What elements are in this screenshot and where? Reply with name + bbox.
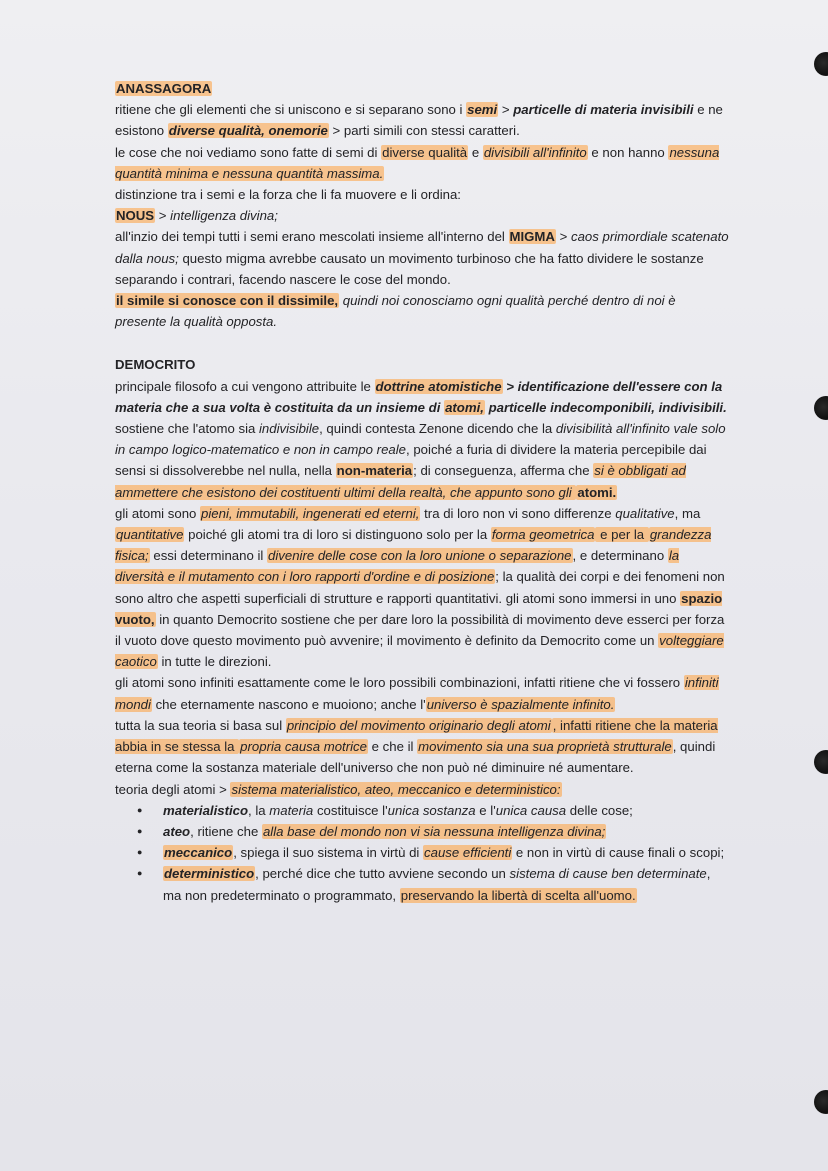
binder-hole [814, 1090, 828, 1114]
democrito-paragraph-1: principale filosofo a cui vengono attribuite le dottrine atomistiche > identificazione dell'essere con la materia che a sua volta è costituita da un insieme di atomi, particelle indecomponibili, indivisibili. [115, 378, 727, 415]
list-item: ● meccanico, spiega il suo sistema in virtù di cause efficienti e non in virtù di cause finali o scopi; [163, 842, 730, 863]
anassagora-paragraph-6: il simile si conosce con il dissimile, quindi noi conosciamo ogni qualità perché dentro di noi è presente la qualità opposta. [115, 293, 676, 330]
bullet-list [115, 800, 730, 906]
section-title-democrito: DEMOCRITO [115, 357, 196, 373]
anassagora-paragraph-1: ritiene che gli elementi che si uniscono e si separano sono i semi > particelle di materia invisibili e ne esistono diverse qualità, onemorie > parti simili con stessi caratteri. [115, 102, 723, 139]
list-item: ● materialistico, la materia costituisce l'unica sostanza e l'unica causa delle cose; [163, 800, 730, 821]
list-item: ● ateo, ritiene che alla base del mondo non vi sia nessuna intelligenza divina; [163, 821, 730, 842]
anassagora-paragraph-2: le cose che noi vediamo sono fatte di semi di diverse qualità e divisibili all'infinito e non hanno nessuna quantità minima e nessuna quantità massima. [115, 144, 720, 181]
anassagora-paragraph-5: all'inzio dei tempi tutti i semi erano mescolati insieme all'interno del MIGMA > caos primordiale scatenato dalla nous; questo migma avrebbe causato un movimento turbinoso che ha fatto dividere le sostanze separando i contrari, facendo nascere le cose del mondo. [115, 229, 729, 287]
democrito-paragraph-5: tutta la sua teoria si basa sul principio del movimento originario degli atomi , infatti ritiene che la materia abbia in se stessa la propria causa motrice e che il movimento sia una sua proprietà strutturale, quindi eterna come la sostanza materiale dell'universo che non può né diminuire né aumentare. [115, 717, 718, 776]
democrito-paragraph-4: gli atomi sono infiniti esattamente come le loro possibili combinazioni, infatti ritiene che vi fossero infiniti mondi che eternamente nascono e muoiono; anche l'universo è spazialmente infinito. [115, 675, 719, 712]
list-item: ● deterministico, perché dice che tutto avviene secondo un sistema di cause ben determinate, ma non predeterminato o programmato, preservando la libertà di scelta all'uomo. [163, 863, 730, 905]
anassagora-paragraph-3: distinzione tra i semi e la forza che li fa muovere e li ordina: [115, 187, 461, 203]
binder-hole [814, 750, 828, 774]
binder-hole [814, 52, 828, 76]
anassagora-paragraph-4: NOUS > intelligenza divina; [116, 208, 278, 224]
democrito-paragraph-2: sostiene che l'atomo sia indivisibile, quindi contesta Zenone dicendo che la divisibilità all'infinito vale solo in campo logico-matematico e non in campo reale, poiché a furia di dividere la materia percepibile dai sensi si dissolverebbe nel nulla, nella non-materia; di conseguenza, afferma che si è obbligati ad ammettere che esistono dei costituenti ultimi della realtà, che appunto sono gli atomi. [115, 421, 726, 500]
democrito-paragraph-6: teoria degli atomi > sistema materialistico, ateo, meccanico e deterministico: [115, 781, 561, 797]
binder-hole [814, 396, 828, 420]
section-title-anassagora: ANASSAGORA [116, 81, 212, 96]
democrito-paragraph-3: gli atomi sono pieni, immutabili, ingenerati ed eterni, tra di loro non vi sono differenze qualitative, ma quantitative poiché gli atomi tra di loro si distinguono solo per la forma geometrica e per la grandezza fisica; essi determinano il divenire delle cose con la loro unione o separazione, e determinano la diversità e il mutamento con i loro rapporti d'ordine e di posizione; la qualità dei corpi e dei fenomeni non sono altro che aspetti superficiali di strutture e rapporti quantitativi. gli atomi sono immersi in uno spazio vuoto, in quanto Democrito sostiene che per dare loro la possibilità di movimento deve esserci per forza il vuoto dove questo movimento può avvenire; il movimento è definito da Democrito come un volteggiare caotico in tutte le direzioni. [115, 505, 725, 670]
notes-content [115, 78, 730, 906]
